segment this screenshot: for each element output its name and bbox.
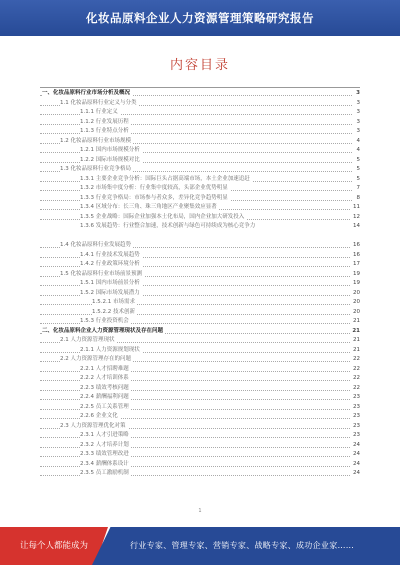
toc-entry[interactable]	[40, 384, 360, 394]
toc-entry[interactable]	[40, 279, 360, 289]
toc-entry-page: 8	[355, 194, 361, 204]
toc-entry-page: 24	[351, 450, 360, 460]
toc-entry-page: 12	[351, 213, 360, 223]
toc-entry-text: 2.3 人力资源管理优化对策	[60, 422, 126, 429]
toc-entry[interactable]	[40, 289, 360, 299]
toc-entry[interactable]	[40, 327, 360, 337]
toc-entry-text: 1.3.1 主要企业竞争分析：国际巨头占据高端市场，本土企业加速追赶	[80, 175, 250, 182]
toc-entry-page: 21	[351, 317, 360, 327]
toc-entry-text: 2.3.1 人才引进策略	[80, 432, 129, 438]
toc-entry-text: 1.4.1 行业技术发展趋势	[80, 251, 140, 258]
table-of-contents	[40, 89, 360, 479]
toc-entry-page: 23	[351, 412, 360, 422]
toc-entry-text: 2.3.2 人才培养计划	[80, 441, 129, 448]
toc-entry-page: 5	[355, 175, 361, 185]
toc-entry-page: 23	[351, 393, 360, 403]
toc-entry[interactable]	[40, 175, 360, 185]
toc-entry[interactable]	[40, 355, 360, 365]
toc-entry[interactable]	[40, 441, 360, 451]
toc-entry-page: 4	[355, 146, 361, 156]
toc-entry[interactable]	[40, 165, 360, 175]
toc-entry-text: 1.5.1 国内市场前景分析	[80, 280, 140, 286]
toc-entry-page: 3	[355, 108, 361, 118]
toc-entry[interactable]	[40, 270, 360, 280]
toc-entry[interactable]	[40, 460, 360, 470]
toc-entry-text: 一、化妆品原料行业市场分析及概况	[42, 90, 131, 96]
toc-entry-page: 14	[351, 222, 360, 232]
toc-entry-page: 23	[351, 422, 360, 432]
toc-entry-page: 21	[351, 336, 360, 346]
toc-entry[interactable]	[40, 422, 360, 432]
page-footer	[0, 527, 400, 565]
toc-entry-text: 1.3.2 市场集中度分析：行业集中度较高，头部企业优势明显	[80, 185, 228, 191]
toc-entry[interactable]	[40, 203, 360, 213]
toc-entry[interactable]	[40, 184, 360, 194]
toc-entry-page: 11	[351, 203, 360, 213]
toc-divider	[40, 87, 360, 88]
toc-entry[interactable]	[40, 260, 360, 270]
toc-entry-page: 20	[351, 308, 360, 318]
toc-entry-page: 24	[351, 441, 360, 451]
toc-entry-text: 1.3.5 企业战略：国际企业加强本土化布局，国内企业加大研发投入	[80, 213, 245, 220]
toc-entry-page: 22	[351, 374, 360, 384]
footer-slogan: 让每个人都能成为	[20, 541, 89, 551]
toc-entry-text: 1.5 化妆品原料行业市场前景预测	[60, 270, 142, 277]
toc-entry[interactable]	[40, 127, 360, 137]
toc-entry-text: 2.2 人力资源管理存在的问题	[60, 356, 131, 362]
toc-entry-page: 22	[351, 365, 360, 375]
toc-entry-page: 23	[351, 431, 360, 441]
toc-entry-page: 7	[355, 184, 361, 194]
toc-entry[interactable]	[40, 156, 360, 166]
toc-entry-page: 3	[354, 89, 360, 99]
report-title: 化妆品原料企业人力资源管理策略研究报告	[86, 11, 314, 25]
toc-entry-text: 1.3.4 区域分布：长三角、珠三角地区产业聚集效应显著	[80, 204, 217, 210]
toc-entry-page: 5	[355, 156, 361, 166]
toc-entry[interactable]	[40, 298, 360, 308]
toc-entry-text: 1.1 化妆品原料行业定义与分类	[60, 99, 137, 106]
toc-entry[interactable]	[40, 241, 360, 251]
toc-entry-page: 24	[351, 460, 360, 470]
toc-entry[interactable]	[40, 374, 360, 384]
toc-entry-text: 1.4.2 行业政策环境分析	[80, 261, 140, 267]
toc-entry[interactable]	[40, 137, 360, 147]
toc-entry[interactable]	[40, 194, 360, 204]
page-number: 1	[198, 508, 202, 514]
footer-tagline: 行业专家、管理专家、营销专家、战略专家、成功企业家……	[130, 541, 355, 550]
toc-entry[interactable]	[40, 213, 360, 223]
toc-entry-text: 2.3.5 员工激励机制	[80, 470, 129, 476]
toc-entry-text: 1.1.3 行业特点分析	[80, 128, 129, 134]
toc-entry[interactable]	[40, 412, 360, 422]
toc-entry[interactable]	[40, 336, 360, 346]
toc-leader-dots	[40, 304, 352, 305]
toc-entry-text: 2.2.1 人才招聘难题	[80, 365, 129, 372]
toc-entry-text: 2.1.1 人力资源规划现状	[80, 346, 140, 353]
toc-entry[interactable]	[40, 146, 360, 156]
toc-entry-page: 19	[351, 279, 360, 289]
toc-entry-text: 1.5.2.2 技术创新	[92, 308, 135, 315]
toc-entry[interactable]	[40, 108, 360, 118]
toc-entry[interactable]	[40, 222, 360, 241]
toc-entry-text: 2.2.2 人才培训体系	[80, 375, 129, 381]
toc-entry-text: 1.5.2.1 市场需求	[92, 299, 135, 305]
toc-entry-page: 20	[351, 289, 360, 299]
toc-entry-page: 5	[355, 165, 361, 175]
toc-entry-text: 2.2.6 企业文化	[80, 413, 118, 419]
toc-entry-page: 19	[351, 270, 360, 280]
toc-entry-page: 23	[351, 403, 360, 413]
toc-entry-text: 1.3.3 行业竞争格局：市场参与者众多，差异化竞争趋势明显	[80, 194, 228, 201]
toc-entry-page: 3	[355, 99, 361, 109]
toc-entry-page: 17	[351, 260, 360, 270]
toc-entry[interactable]	[40, 99, 360, 109]
toc-entry-page: 22	[351, 355, 360, 365]
toc-entry-page: 16	[351, 241, 360, 251]
toc-entry-text: 二、化妆品原料企业人力资源管理现状及存在问题	[42, 327, 164, 334]
toc-entry[interactable]	[40, 469, 360, 479]
toc-entry[interactable]	[40, 450, 360, 460]
toc-entry-text: 1.1.1 行业定义	[80, 109, 118, 115]
report-header	[0, 0, 400, 36]
toc-entry-page: 21	[350, 327, 360, 337]
toc-entry-text: 1.1.2 行业发展历程	[80, 118, 129, 125]
toc-entry[interactable]	[40, 89, 360, 99]
toc-entry-text: 1.5.3 行业投资机会	[80, 318, 129, 324]
toc-entry[interactable]	[40, 365, 360, 375]
toc-entry-page: 3	[355, 127, 361, 137]
toc-entry[interactable]	[40, 393, 360, 403]
toc-entry-page: 24	[351, 469, 360, 479]
toc-entry-text: 2.3.4 薪酬体系设计	[80, 460, 129, 467]
toc-entry-text: 1.2.1 国内市场规模分析	[80, 147, 140, 153]
toc-entry-page: 22	[351, 384, 360, 394]
toc-entry[interactable]	[40, 346, 360, 356]
toc-entry-page: 20	[351, 298, 360, 308]
toc-entry[interactable]	[40, 118, 360, 128]
toc-entry-page: 16	[351, 251, 360, 261]
toc-entry-text: 1.2 化妆品原料行业市场规模	[60, 137, 131, 144]
toc-entry-text: 1.3 化妆品原料行业竞争格局	[60, 166, 131, 172]
toc-entry-text: 1.2.2 国际市场规模对比	[80, 156, 140, 163]
toc-entry[interactable]	[40, 431, 360, 441]
toc-entry-page: 4	[355, 137, 361, 147]
toc-entry-text: 2.2.3 绩效考核问题	[80, 384, 129, 391]
toc-entry-page: 3	[355, 118, 361, 128]
toc-entry-page: 21	[351, 346, 360, 356]
toc-heading: 内容目录	[169, 58, 230, 73]
toc-entry-text: 1.3.6 发展趋势：行业整合加速，技术创新与绿色可持续成为核心竞争力	[80, 223, 256, 229]
toc-entry[interactable]	[40, 317, 360, 327]
toc-entry-text: 2.2.5 员工关系管理	[80, 403, 129, 410]
toc-entry-text: 2.1 人力资源管理现状	[60, 337, 115, 343]
toc-entry-text: 2.3.3 绩效管理改进	[80, 451, 129, 457]
toc-entry-text: 2.2.4 薪酬福利问题	[80, 394, 129, 400]
toc-entry[interactable]	[40, 403, 360, 413]
toc-entry-text: 1.4 化妆品原料行业发展趋势	[60, 242, 131, 248]
toc-leader-dots	[40, 314, 352, 315]
toc-entry-text: 1.5.2 国际市场发展潜力	[80, 289, 140, 296]
toc-entry[interactable]	[40, 251, 360, 261]
toc-entry[interactable]	[40, 308, 360, 318]
